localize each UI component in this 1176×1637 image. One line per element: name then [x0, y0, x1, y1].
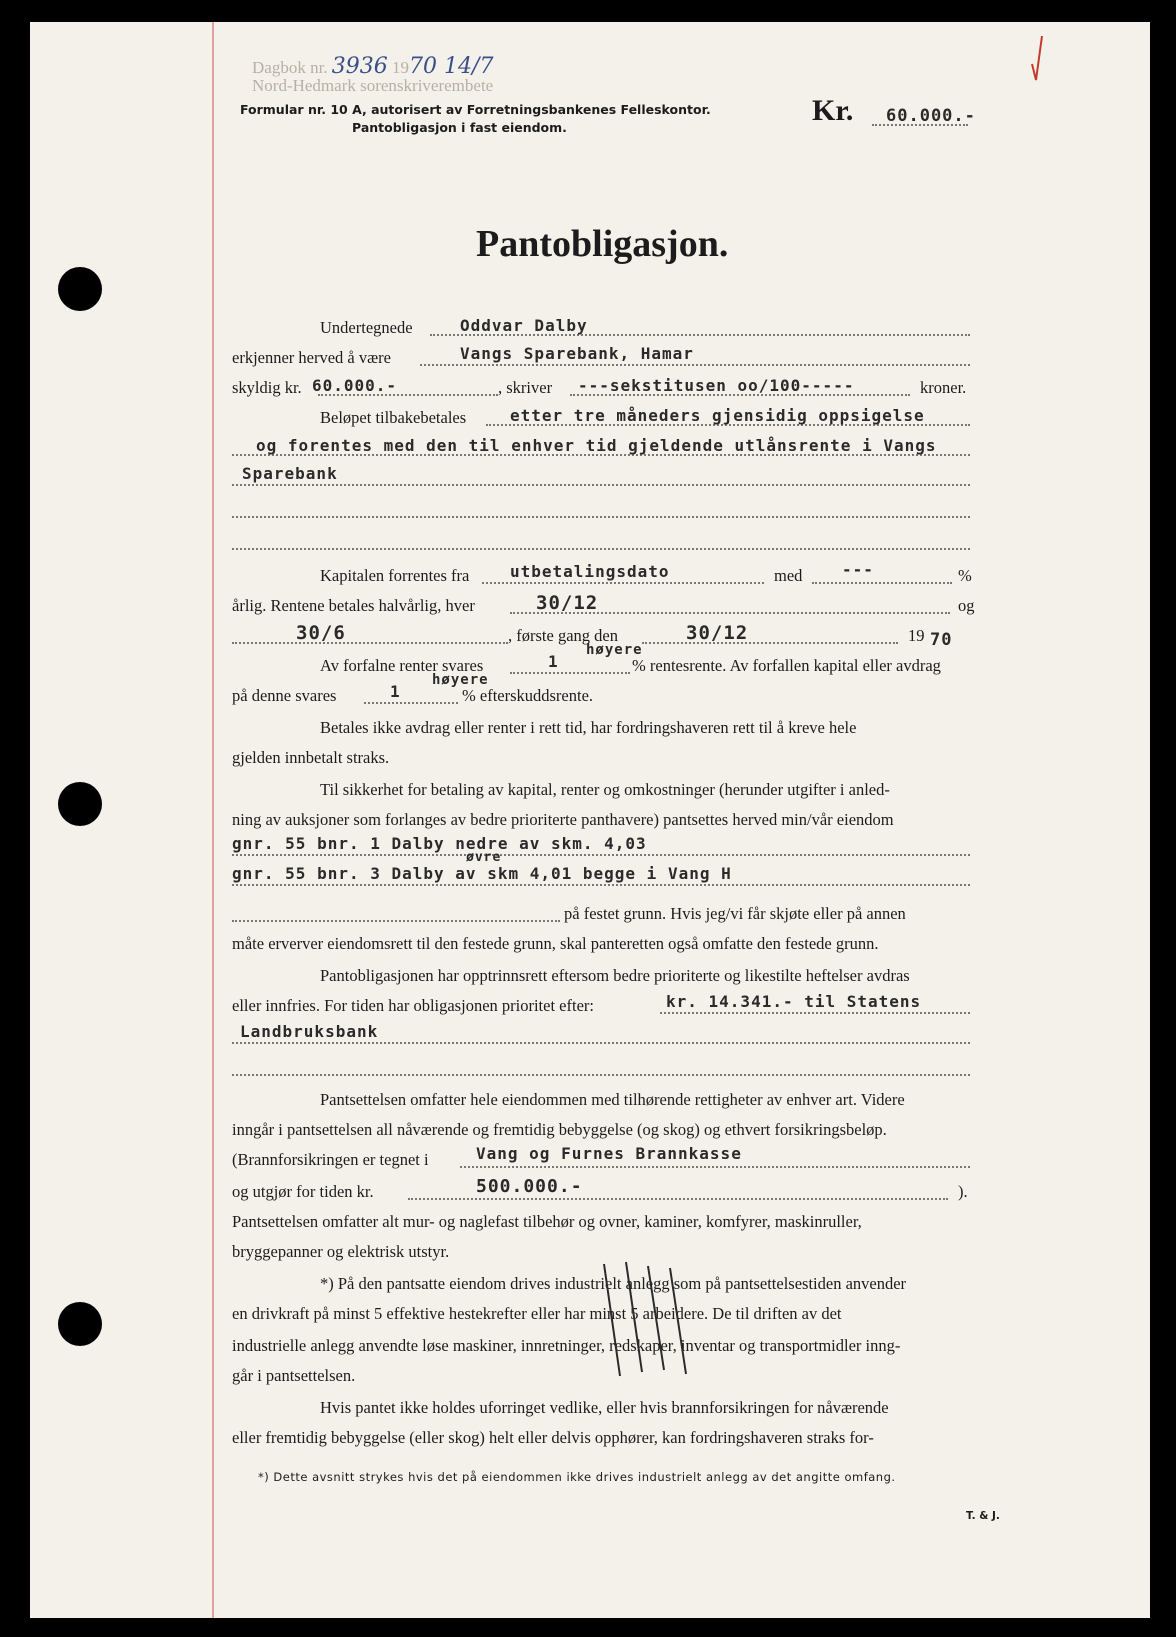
interest-terms-value: og forentes med den til enhver tid gjeldende utlånsrente i Vangs [256, 436, 937, 455]
para7-line4: går i pantsettelsen. [232, 1366, 356, 1385]
denne-svares-value: 1 [390, 682, 401, 701]
para6-line1: Pantsettelsen omfatter alt mur- og naglefast tilbehør og ovner, kaminer, komfyrer, maskinruller, [232, 1212, 862, 1231]
interest-date-2: 30/6 [296, 622, 346, 644]
printer-mark: T. & J. [966, 1510, 1000, 1522]
undertegnede-label: Undertegnede [320, 318, 413, 337]
para5-close: ). [958, 1182, 968, 1201]
insured-amount-value: 500.000.- [476, 1176, 583, 1197]
strike-through-marks [590, 1258, 700, 1382]
para4-line1: Pantobligasjonen har opptrinnsrett eftersom bedre prioriterte og likestilte heftelser avdras [320, 966, 910, 985]
form-id-line: Formular nr. 10 A, autorisert av Forretningsbankenes Felleskontor. [240, 102, 711, 117]
para1-line2: gjelden innbetalt straks. [232, 748, 390, 767]
property-hand: øvre [466, 850, 502, 865]
checkmark-icon [1030, 34, 1044, 82]
kr-amount: 60.000.- [886, 106, 976, 126]
denne-svares-hand: høyere [432, 672, 489, 688]
forfalne-rest: % rentesrente. Av forfallen kapital eller avdrag [632, 656, 941, 675]
line7-dots [232, 516, 970, 518]
line6-dots [232, 484, 970, 486]
priority-value: kr. 14.341.- til Statens [666, 992, 922, 1011]
first-date-dots [642, 642, 898, 644]
para6-line2: bryggepanner og elektrisk utstyr. [232, 1242, 450, 1261]
denne-svares-label: på denne svares [232, 686, 337, 705]
erkjenner-dots [420, 364, 970, 366]
year-value: 70 [930, 630, 953, 650]
para7-line2: en drivkraft på minst 5 effektive hestekrefter eller har minst 5 arbeidere. De til driften av det [232, 1304, 842, 1323]
para5-line4: og utgjør for tiden kr. [232, 1182, 374, 1201]
rate-dots [812, 582, 952, 584]
para8-line1: Hvis pantet ikke holdes uforringet vedlike, eller hvis brannforsikringen for nåværende [320, 1398, 889, 1417]
property1-dots [232, 854, 970, 856]
med-label: med [774, 566, 803, 585]
property-line-1: gnr. 55 bnr. 1 Dalby nedre av skm. 4,03 [232, 834, 647, 853]
bank-continuation: Sparebank [242, 464, 338, 483]
para7-line1: *) På den pantsatte eiendom drives industrielt anlegg som på pantsettelsestiden anvender [320, 1274, 907, 1293]
forfalne-dots [510, 672, 630, 674]
property2-dots [232, 884, 970, 886]
para3-line2: måte erverver eiendomsrett til den festede grunn, skal panteretten også omfatte den festede grunn. [232, 934, 879, 953]
skyldig-label: skyldig kr. [232, 378, 302, 397]
margin-rule [212, 22, 214, 1618]
punch-hole-bottom [58, 1302, 102, 1346]
office-stamp: Nord-Hedmark sorenskriverembete [252, 76, 494, 95]
skriver-label: , skriver [498, 378, 553, 397]
rate-value: --- [842, 560, 874, 579]
repayment-value: etter tre måneders gjensidig oppsigelse [510, 406, 925, 425]
interest-date-1: 30/12 [536, 592, 599, 614]
kr-label: Kr. [812, 94, 854, 127]
insurer-value: Vang og Furnes Brannkasse [476, 1144, 742, 1163]
para8-line2: eller fremtidig bebyggelse (eller skog) helt eller delvis opphører, kan fordringshaveren straks for- [232, 1428, 874, 1447]
forste-gang-label: , første gang den [508, 626, 618, 645]
festet-dots [232, 920, 560, 922]
priority3-dots [232, 1074, 970, 1076]
insurer-dots [460, 1166, 970, 1168]
priority-value-2: Landbruksbank [240, 1022, 379, 1041]
document-page [30, 22, 1150, 1618]
para5-line1: Pantsettelsen omfatter hele eiendommen med tilhørende rettigheter av enhver art. Videre [320, 1090, 905, 1109]
priority-dots [660, 1012, 970, 1014]
undertegnede-value: Oddvar Dalby [460, 316, 588, 335]
insured-amount-dots [408, 1198, 948, 1200]
para2-line1: Til sikkerhet for betaling av kapital, renter og omkostninger (herunder utgifter i anled- [320, 780, 890, 799]
para5-line2: inngår i pantsettelsen all nåværende og fremtidig bebyggelse (og skog) og ethvert forsikringsbeløp. [232, 1120, 887, 1139]
line8-dots [232, 548, 970, 550]
year-prefix: 19 [908, 626, 925, 645]
amount-words: ---sekstitusen oo/100----- [578, 376, 855, 395]
para5-line3: (Brannforsikringen er tegnet i [232, 1150, 429, 1169]
punch-hole-top [58, 267, 102, 311]
para1-line1: Betales ikke avdrag eller renter i rett tid, har fordringshaveren rett til å kreve hele [320, 718, 857, 737]
pct-label: % [958, 566, 972, 585]
denne-svares-rest: % efterskuddsrente. [462, 686, 594, 705]
property-line-2: gnr. 55 bnr. 3 Dalby av skm 4,01 begge i Vang H [232, 864, 732, 883]
forfalne-value: 1 [548, 652, 559, 671]
punch-hole-middle [58, 782, 102, 826]
kapitalen-label: Kapitalen forrentes fra [320, 566, 470, 585]
form-type-line: Pantobligasjon i fast eiendom. [352, 120, 567, 135]
kapitalen-dots [482, 582, 764, 584]
para4-line2: eller innfries. For tiden har obligasjonen prioritet efter: [232, 996, 594, 1015]
footnote: *) Dette avsnitt strykes hvis det på eiendommen ikke drives industrielt anlegg av det angitte omfang. [258, 1470, 896, 1484]
forfalne-hand: høyere [586, 642, 643, 658]
para3-line1: på festet grunn. Hvis jeg/vi får skjøte eller på annen [564, 904, 906, 923]
first-date-value: 30/12 [686, 622, 749, 644]
forfalne-label: Av forfalne renter svares [320, 656, 484, 675]
erkjenner-label: erkjenner herved å være [232, 348, 391, 367]
dagbok-stamp: Dagbok nr. 3936 1970 14/7 [252, 54, 494, 79]
kroner-label: kroner. [920, 378, 967, 397]
amount-value: 60.000.- [312, 376, 398, 395]
priority2-dots [232, 1042, 970, 1044]
tilbakebetales-label: Beløpet tilbakebetales [320, 408, 467, 427]
document-title: Pantobligasjon. [476, 223, 729, 265]
denne-svares-dots [364, 702, 458, 704]
para7-line3: industrielle anlegg anvendte løse maskiner, innretninger, redskaper, inventar og transportmidler inng- [232, 1336, 901, 1355]
kapitalen-value: utbetalingsdato [510, 562, 670, 581]
para2-line2: ning av auksjoner som forlanges av bedre prioriterte panthavere) pantsettes herved min/vår eiendom [232, 810, 894, 829]
creditor-value: Vangs Sparebank, Hamar [460, 344, 694, 363]
og-label: og [958, 596, 975, 615]
renter-label: årlig. Rentene betales halvårlig, hver [232, 596, 475, 615]
date2-dots [232, 642, 508, 644]
